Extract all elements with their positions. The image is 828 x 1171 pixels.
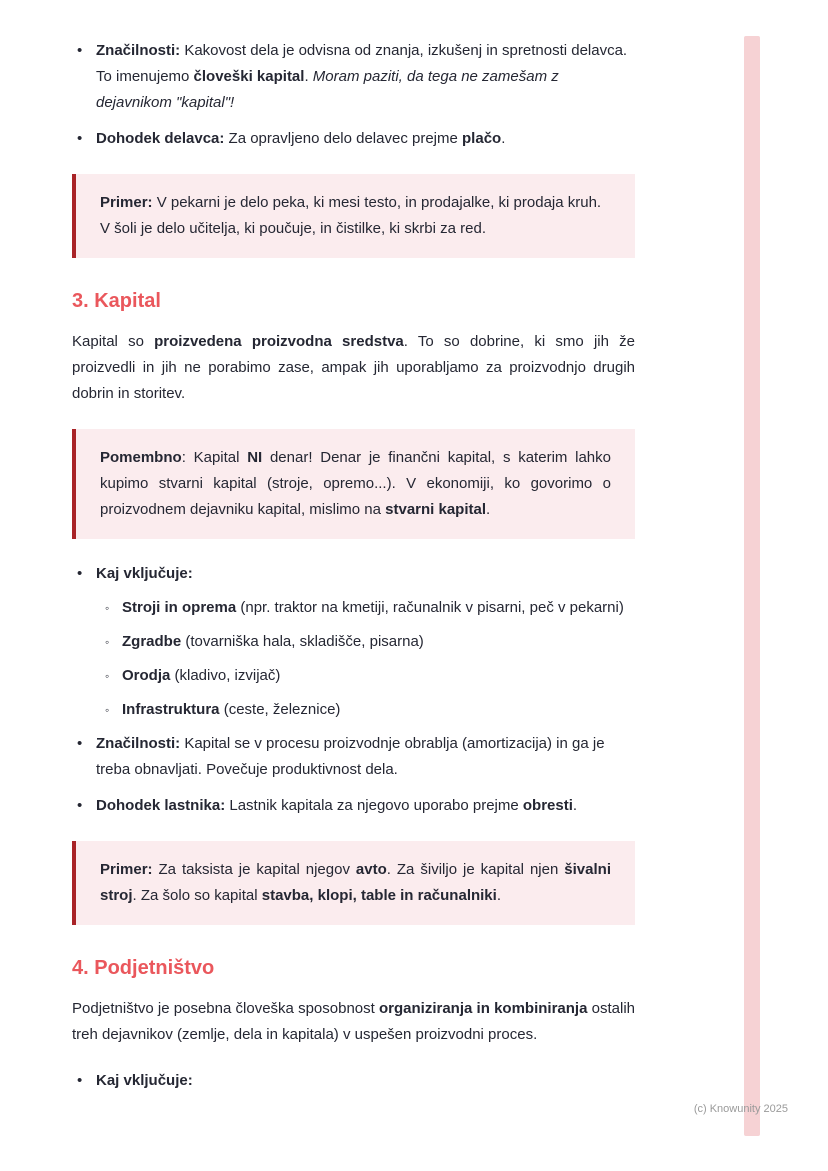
bullet-icon: • [77,797,83,814]
example-callout-delo [72,174,635,258]
bullet-icon: • [77,1072,83,1089]
bullet-icon: • [77,42,83,59]
paragraph-podjetnistvo-intro: Podjetništvo je posebna človeška sposobnost organiziranja in kombiniranja ostalih treh dejavnikov (zemlje, dela in kapitala) v uspešen proizvodni proces. [72,1000,635,1043]
list-item-dohodek-lastnika [72,793,635,819]
sub-bullet-icon: ◦ [105,601,110,615]
list-item-text: Dohodek lastnika: Lastnik kapitala za njegovo uporabo prejme obresti. [96,797,578,814]
list-item-text: Zgradbe (tovarniška hala, skladišče, pisarna) [122,633,424,650]
sub-bullet-icon: ◦ [105,669,110,683]
list-item-text: Kaj vključuje: [96,565,193,582]
list-item-znacilnosti-kapital [72,731,635,783]
sublist-kapital-items [105,595,635,723]
list-item-text: Stroji in oprema (npr. traktor na kmetiji, računalnik v pisarni, peč v pekarni) [122,599,624,616]
list-item-text: Kaj vključuje: [96,1072,193,1089]
important-callout-kapital [72,429,635,539]
bullet-icon: • [77,130,83,147]
list-item-znacilnosti-delo [72,38,635,116]
sub-bullet-icon: ◦ [105,703,110,717]
section-heading-kapital: 3. Kapital [72,290,161,312]
callout-text: Pomembno: Kapital NI denar! Denar je finančni kapital, s katerim lahko kupimo stvarni kapital (stroje, opremo...). V ekonomiji, ko govorimo o proizvodnem dejavniku kapital, mislimo na stvarni kapital. [100,449,611,518]
callout-text: Primer: V pekarni je delo peka, ki mesi testo, in prodajalke, ki prodaja kruh. V šoli je delo učitelja, ki poučuje, in čistilke, ki skrbi za red. [100,194,602,237]
sublist-item-stroji [105,595,635,621]
section-heading-podjetnistvo: 4. Podjetništvo [72,957,215,979]
example-callout-kapital [72,841,635,925]
list-item-text: Značilnosti: Kakovost dela je odvisna od znanja, izkušenj in spretnosti delavca. To imenujemo človeški kapital. Moram paziti, da tega ne zamešam z dejavnikom "kapital"! [96,42,628,111]
list-item-text: Značilnosti: Kapital se v procesu proizvodnje obrablja (amortizacija) in ga je treba obnavljati. Povečuje produktivnost dela. [96,735,605,778]
list-item-text: Orodja (kladivo, izvijač) [122,667,281,684]
content-column [72,38,635,1104]
paragraph-kapital-intro: Kapital so proizvedena proizvodna sredstva. To so dobrine, ki smo jih že proizvedli in jih ne porabimo zase, ampak jih uporabljamo za proizvodnjo drugih dobrin in storitev. [72,333,635,402]
list-item-kaj-vkljucuje-2 [72,1068,635,1094]
list-item-dohodek-delavca [72,126,635,152]
bullet-icon: • [77,735,83,752]
list-item-text: Infrastruktura (ceste, železnice) [122,701,341,718]
callout-text: Primer: Za taksista je kapital njegov avto. Za šiviljo je kapital njen šivalni stroj. Za šolo so kapital stavba, klopi, table in računalniki. [100,861,611,904]
bullet-icon: • [77,565,83,582]
copyright-text: (c) Knowunity 2025 [693,1103,788,1115]
sub-bullet-icon: ◦ [105,635,110,649]
list-item-kaj-vkljucuje [72,561,635,587]
sublist-item-zgradbe [105,629,635,655]
list-item-text: Dohodek delavca: Za opravljeno delo delavec prejme plačo. [96,130,506,147]
sublist-item-infrastruktura [105,697,635,723]
page-edge-decoration [744,36,760,1136]
sublist-item-orodja [105,663,635,689]
